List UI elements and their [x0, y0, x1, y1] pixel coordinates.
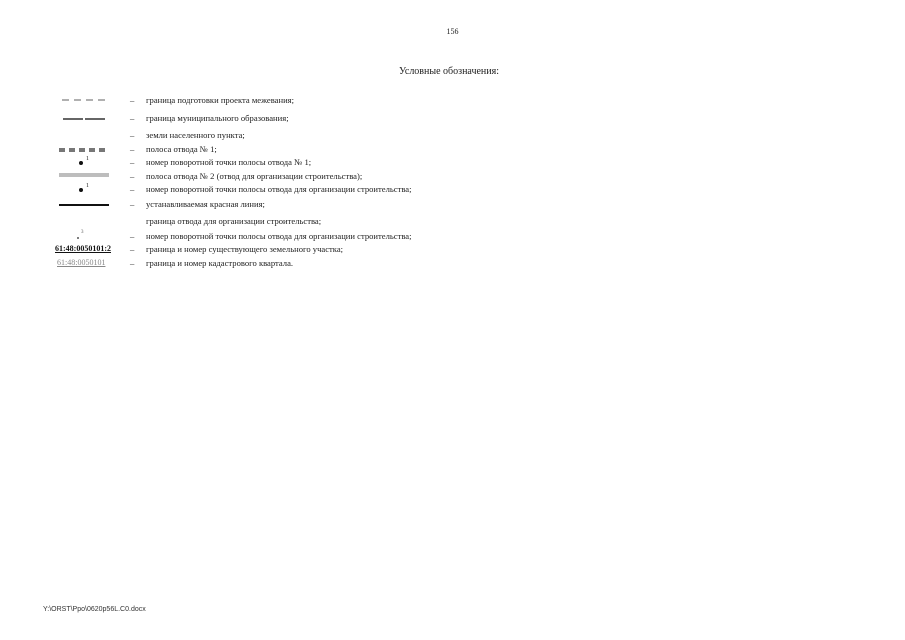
- legend-item-construction-boundary: [0, 215, 700, 227]
- legend-text: устанавливаемая красная линия;: [146, 199, 265, 209]
- small-point-symbol: [55, 230, 110, 242]
- legend-dash: –: [130, 244, 135, 254]
- parcel-number-symbol: [55, 243, 110, 255]
- turning-point-symbol: [55, 183, 110, 195]
- point-number-label: 1: [86, 156, 89, 162]
- legend-item-turning-point-construction-2: [0, 230, 700, 242]
- legend-dash: –: [130, 113, 135, 123]
- point-marker-icon: [79, 161, 83, 165]
- legend-text: граница и номер кадастрового квартала.: [146, 258, 294, 268]
- legend-dash: –: [130, 130, 135, 140]
- legend-dash: –: [130, 157, 135, 167]
- legend-text: полоса отвода № 1;: [146, 144, 217, 154]
- legend-item-settlement-lands: [0, 129, 700, 141]
- quarter-number-symbol: [55, 257, 110, 269]
- legend-item-turning-point-strip-1: [0, 156, 700, 168]
- legend-item-land-parcel: [0, 243, 700, 255]
- legend-item-municipal-boundary: [0, 112, 700, 124]
- turning-point-symbol: [55, 156, 110, 168]
- page-number: 156: [446, 27, 459, 36]
- municipal-boundary-symbol: [55, 112, 110, 124]
- legend-dash: –: [130, 95, 135, 105]
- point-marker-icon: [79, 188, 83, 192]
- strip-1-symbol: [55, 143, 110, 155]
- legend-item-strip-2: [0, 170, 700, 182]
- legend-title: Условные обозначения:: [399, 66, 500, 77]
- legend-dash: –: [130, 231, 135, 241]
- parcel-number-label: 61:48:0050101:2: [55, 244, 111, 253]
- strip-2-symbol: [55, 170, 110, 182]
- legend-text: граница подготовки проекта межевания;: [146, 95, 295, 105]
- legend-text: граница отвода для организации строительства;: [146, 216, 322, 226]
- gray-dashed-line-symbol: [55, 94, 110, 106]
- footer-file-path: Y:\ORST\Ppo\0620p56L.C0.docx: [43, 606, 146, 613]
- legend-text: земли населенного пункта;: [146, 130, 245, 140]
- legend-item-turning-point-construction: [0, 183, 700, 195]
- legend-item-cadastral-quarter: [0, 257, 700, 269]
- point-marker-icon: [77, 237, 79, 239]
- legend-text: граница и номер существующего земельного участка;: [146, 244, 344, 254]
- red-line-symbol: [55, 198, 110, 210]
- legend-dash: –: [130, 171, 135, 181]
- legend-dash: –: [130, 199, 135, 209]
- legend-item-red-line: [0, 198, 700, 210]
- legend-text: номер поворотной точки полосы отвода № 1;: [146, 157, 312, 167]
- legend-item-project-boundary: [0, 94, 700, 106]
- legend-text: полоса отвода № 2 (отвод для организации строительства);: [146, 171, 363, 181]
- legend-dash: –: [130, 144, 135, 154]
- quarter-number-label: 61:48:0050101: [57, 258, 106, 267]
- legend-dash: –: [130, 258, 135, 268]
- point-number-label: 1: [86, 183, 89, 189]
- legend-text: номер поворотной точки полосы отвода для организации строительства;: [146, 184, 412, 194]
- point-number-label: 3: [81, 230, 84, 235]
- legend-item-strip-1: [0, 143, 700, 155]
- legend-dash: –: [130, 184, 135, 194]
- legend-text: номер поворотной точки полосы отвода для организации строительства;: [146, 231, 412, 241]
- legend-text: граница муниципального образования;: [146, 113, 289, 123]
